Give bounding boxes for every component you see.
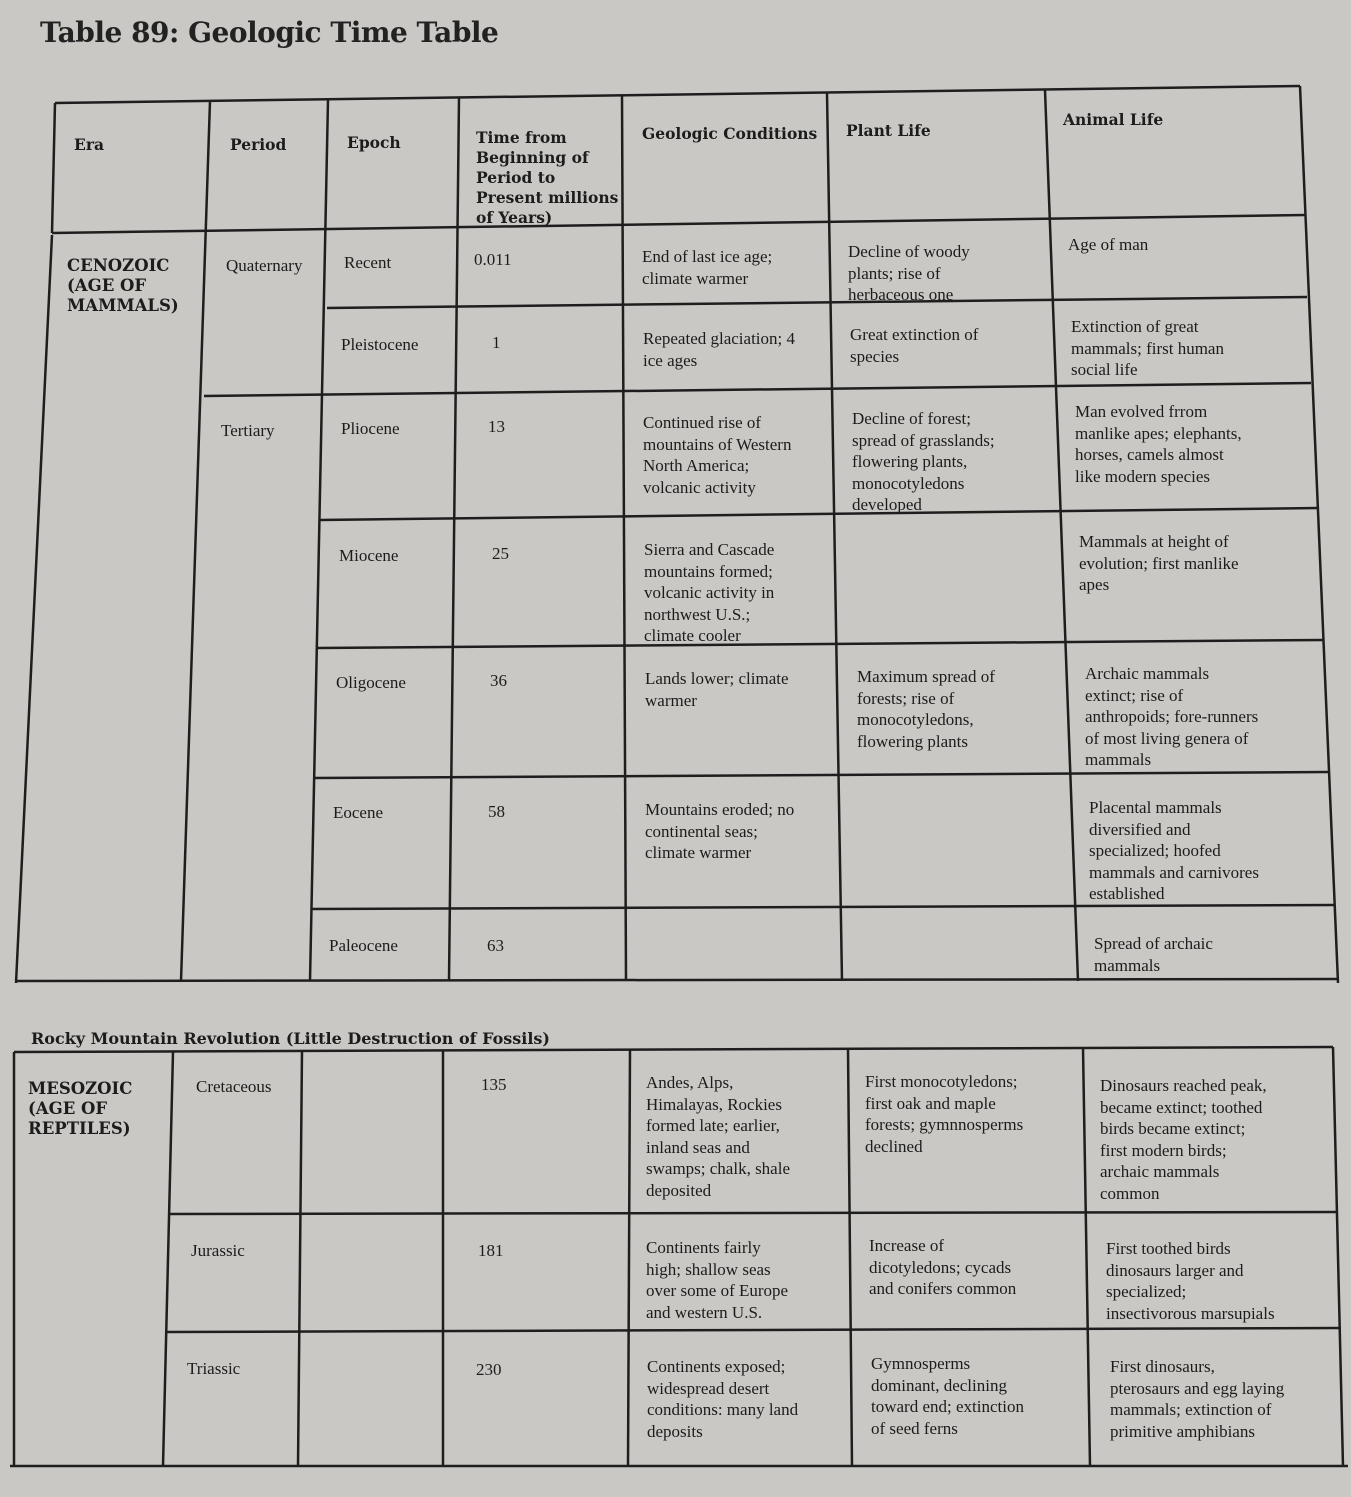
- era-mesozoic: MESOZOIC (AGE OF REPTILES): [28, 1079, 133, 1138]
- header-period: Period: [230, 135, 287, 154]
- epoch-recent: Recent: [344, 253, 392, 272]
- time-cretaceous: 135: [481, 1075, 507, 1094]
- animal-pleistocene: Extinction of great mammals; first human social life: [1071, 317, 1224, 379]
- time-triassic: 230: [476, 1360, 502, 1379]
- plant-recent: Decline of woody plants; rise of herbaceous one: [848, 242, 970, 304]
- animal-oligocene: Archaic mammals extinct; rise of anthropoids; fore-runners of most living genera of mammals: [1085, 664, 1259, 769]
- animal-eocene: Placental mammals diversified and specialized; hoofed mammals and carnivores established: [1089, 798, 1259, 903]
- geologic-pliocene: Continued rise of mountains of Western North America; volcanic activity: [643, 413, 792, 497]
- period-cretaceous: Cretaceous: [196, 1077, 272, 1096]
- time-oligocene: 36: [490, 671, 507, 690]
- geologic-triassic: Continents exposed; widespread desert conditions: many land deposits: [647, 1357, 799, 1441]
- page-title: Table 89: Geologic Time Table: [40, 16, 499, 49]
- period-triassic: Triassic: [187, 1359, 241, 1378]
- geologic-recent: End of last ice age; climate warmer: [642, 247, 773, 288]
- time-pliocene: 13: [488, 417, 505, 436]
- epoch-miocene: Miocene: [339, 546, 399, 565]
- time-pleistocene: 1: [492, 333, 501, 352]
- period-quaternary: Quaternary: [226, 256, 303, 275]
- geologic-cretaceous: Andes, Alps, Himalayas, Rockies formed late; earlier, inland seas and swamps; chalk, shale deposited: [646, 1073, 790, 1200]
- animal-miocene: Mammals at height of evolution; first manlike apes: [1079, 532, 1239, 594]
- period-tertiary: Tertiary: [221, 421, 275, 440]
- header-animal-life: Animal Life: [1063, 110, 1164, 129]
- plant-cretaceous: First monocotyledons; first oak and maple forests; gymnnosperms declined: [865, 1072, 1024, 1156]
- time-miocene: 25: [492, 544, 509, 563]
- animal-pliocene: Man evolved frrom manlike apes; elephants, horses, camels almost like modern species: [1075, 402, 1242, 486]
- epoch-pliocene: Pliocene: [341, 419, 400, 438]
- animal-triassic: First dinosaurs, pterosaurs and egg laying mammals; extinction of primitive amphibians: [1110, 1357, 1285, 1441]
- epoch-pleistocene: Pleistocene: [341, 335, 419, 354]
- time-eocene: 58: [488, 802, 505, 821]
- header-epoch: Epoch: [347, 133, 401, 152]
- epoch-eocene: Eocene: [333, 803, 384, 822]
- header-plant-life: Plant Life: [846, 121, 931, 140]
- geologic-eocene: Mountains eroded; no continental seas; climate warmer: [645, 800, 795, 862]
- geologic-pleistocene: Repeated glaciation; 4 ice ages: [643, 329, 795, 370]
- header-time: Time from Beginning of Period to Present millions of Years): [476, 128, 619, 227]
- geologic-miocene: Sierra and Cascade mountains formed; volcanic activity in northwest U.S.; climate cooler: [644, 540, 775, 645]
- era-cenozoic: CENOZOIC (AGE OF MAMMALS): [67, 256, 179, 315]
- rocky-mountain-revolution: Rocky Mountain Revolution (Little Destruction of Fossils): [31, 1029, 550, 1048]
- plant-pliocene: Decline of forest; spread of grasslands; flowering plants, monocotyledons developed: [852, 409, 995, 514]
- animal-recent: Age of man: [1068, 235, 1149, 254]
- header-geologic-conditions: Geologic Conditions: [642, 124, 818, 143]
- header-era: Era: [74, 135, 105, 154]
- time-paleocene: 63: [487, 936, 504, 955]
- epoch-paleocene: Paleocene: [329, 936, 398, 955]
- plant-oligocene: Maximum spread of forests; rise of monocotyledons, flowering plants: [857, 667, 995, 751]
- geologic-jurassic: Continents fairly high; shallow seas over some of Europe and western U.S.: [646, 1238, 789, 1322]
- epoch-oligocene: Oligocene: [336, 673, 406, 692]
- geologic-oligocene: Lands lower; climate warmer: [645, 669, 789, 710]
- animal-paleocene: Spread of archaic mammals: [1094, 934, 1213, 975]
- animal-jurassic: First toothed birds dinosaurs larger and specialized; insectivorous marsupials: [1106, 1239, 1275, 1323]
- animal-cretaceous: Dinosaurs reached peak, became extinct; toothed birds became extinct; first modern birds; archaic mammals common: [1100, 1076, 1267, 1203]
- plant-pleistocene: Great extinction of species: [850, 325, 979, 366]
- period-jurassic: Jurassic: [191, 1241, 245, 1260]
- time-recent: 0.011: [474, 250, 512, 269]
- time-jurassic: 181: [478, 1241, 504, 1260]
- plant-triassic: Gymnosperms dominant, declining toward end; extinction of seed ferns: [871, 1354, 1024, 1438]
- plant-jurassic: Increase of dicotyledons; cycads and conifers common: [869, 1236, 1017, 1298]
